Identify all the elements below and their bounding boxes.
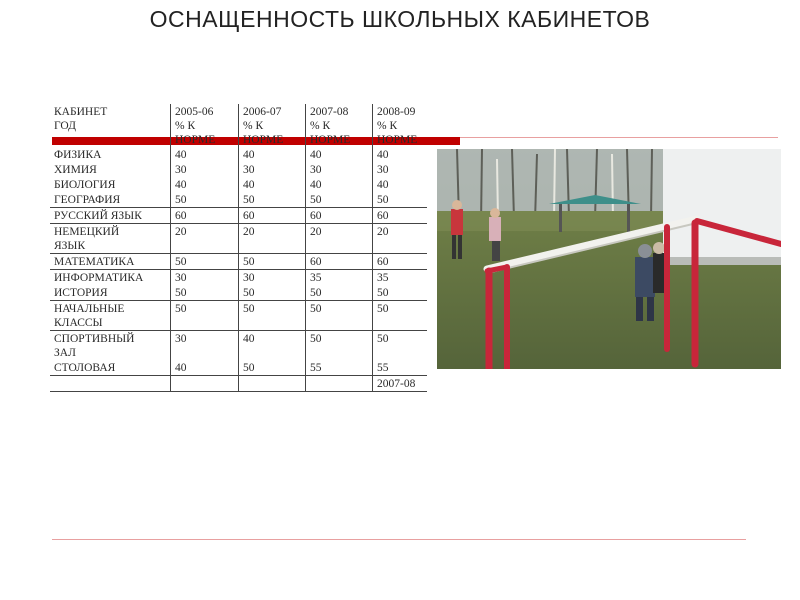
cabinet-cell: СТОЛОВАЯ (50, 360, 171, 376)
value-cell: 50 (306, 331, 373, 361)
value-cell: 40 (306, 177, 373, 192)
value-cell: 50 (171, 192, 239, 208)
table-row (50, 331, 427, 361)
value-cell: 30 (171, 270, 239, 286)
value-cell: 55 (373, 360, 428, 376)
value-cell: 50 (373, 285, 428, 301)
value-cell: 60 (373, 208, 428, 224)
value-cell: 2006-07 % К НОРМЕ (239, 104, 306, 147)
cabinet-cell: ФИЗИКА (54, 149, 102, 161)
cabinet-cell (50, 376, 171, 392)
value-cell: 20 (171, 224, 239, 254)
value-cell: 20 (373, 224, 428, 254)
value-cell: 35 (306, 270, 373, 286)
schoolyard-photo (437, 149, 781, 369)
cabinet-cell: ИСТОРИЯ (50, 285, 171, 301)
value-cell: 35 (373, 270, 428, 286)
table-row (50, 285, 427, 301)
value-cell: 50 (239, 360, 306, 376)
value-cell: 40 (373, 147, 428, 162)
cabinet-cell: ГЕОГРАФИЯ (50, 192, 171, 208)
value-cell: 50 (373, 331, 428, 361)
value-cell: 55 (306, 360, 373, 376)
value-cell: 50 (171, 285, 239, 301)
top-divider (460, 137, 778, 138)
value-cell: 2005-06 % К НОРМЕ (171, 104, 239, 147)
cabinet-cell: ИНФОРМАТИКА (54, 272, 144, 284)
value-cell: 50 (306, 301, 373, 331)
bottom-divider (52, 539, 746, 540)
cabinet-cell: ХИМИЯ (54, 164, 97, 176)
value-cell: 50 (239, 301, 306, 331)
value-cell: 40 (373, 177, 428, 192)
value-cell: 50 (373, 301, 428, 331)
value-cell (306, 376, 373, 392)
equipment-table (50, 104, 427, 392)
value-cell: 40 (239, 331, 306, 361)
value-cell: 40 (171, 360, 239, 376)
value-cell: 50 (239, 192, 306, 208)
value-cell: 40 (239, 177, 306, 192)
value-cell: 20 (306, 224, 373, 254)
value-cell: 2008-09 % К НОРМЕ (373, 104, 428, 147)
value-cell: 20 (239, 224, 306, 254)
cabinet-cell: РУССКИЙ ЯЗЫК (50, 208, 171, 224)
table-row (50, 254, 427, 270)
table-header-row (50, 104, 427, 147)
table-row (50, 301, 427, 331)
value-cell: 30 (306, 162, 373, 177)
value-cell: 40 (306, 147, 373, 162)
value-cell: 60 (171, 208, 239, 224)
table-row (50, 208, 427, 224)
value-cell: 50 (239, 254, 306, 270)
value-cell (239, 376, 306, 392)
table-row (50, 177, 427, 192)
value-cell: 60 (306, 254, 373, 270)
table-row (50, 376, 427, 392)
value-cell: 50 (171, 301, 239, 331)
table-row (50, 360, 427, 376)
value-cell: 30 (171, 162, 239, 177)
table-row (50, 147, 427, 162)
value-cell: 40 (171, 147, 239, 162)
value-cell: 30 (171, 331, 239, 361)
value-cell: 50 (306, 285, 373, 301)
value-cell: 30 (373, 162, 428, 177)
table-row (50, 162, 427, 177)
value-cell: 2007-08 (373, 376, 428, 392)
value-cell: 50 (171, 254, 239, 270)
slide-title: ОСНАЩЕННОСТЬ ШКОЛЬНЫХ КАБИНЕТОВ (149, 6, 651, 32)
cabinet-cell: НАЧАЛЬНЫЕ КЛАССЫ (50, 301, 171, 331)
value-cell: 50 (373, 192, 428, 208)
value-cell: 30 (239, 270, 306, 286)
value-cell: 50 (306, 192, 373, 208)
table-row (50, 224, 427, 254)
table-row (50, 270, 427, 286)
value-cell: 60 (239, 208, 306, 224)
value-cell: 40 (239, 147, 306, 162)
value-cell: 60 (306, 208, 373, 224)
value-cell: 2007-08 % К НОРМЕ (306, 104, 373, 147)
cabinet-cell: КАБИНЕТ ГОД (54, 106, 108, 132)
schoolyard-photo-icon (437, 149, 781, 369)
value-cell (171, 376, 239, 392)
cabinet-cell: СПОРТИВНЫЙ ЗАЛ (54, 333, 135, 359)
value-cell: 40 (171, 177, 239, 192)
value-cell: 60 (373, 254, 428, 270)
cabinet-cell: МАТЕМАТИКА (50, 254, 171, 270)
cabinet-cell: НЕМЕЦКИЙ ЯЗЫК (50, 224, 171, 254)
value-cell: 50 (239, 285, 306, 301)
value-cell: 30 (239, 162, 306, 177)
table-row (50, 192, 427, 208)
cabinet-cell: БИОЛОГИЯ (54, 179, 116, 191)
